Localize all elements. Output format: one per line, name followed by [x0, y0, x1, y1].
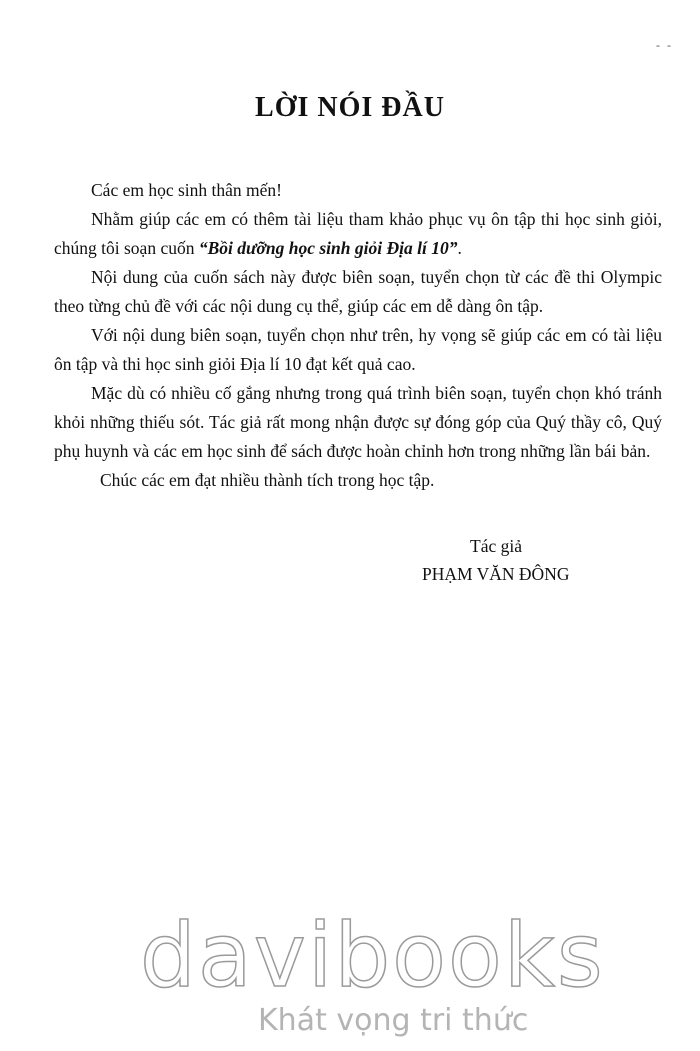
content-paragraph: Nội dung của cuốn sách này được biên soạn, tuyển chọn từ các đề thi Olympic theo từng chủ đề với các nội dung cụ thể, giúp các em dễ dàng ôn tập.	[54, 267, 662, 316]
wishes-paragraph: Chúc các em đạt nhiều thành tích trong học tập.	[100, 470, 435, 490]
purpose-end: .	[457, 238, 462, 258]
preface-body	[54, 176, 662, 495]
watermark-brand: davibooks	[140, 904, 605, 1007]
author-name: PHẠM VĂN ĐÔNG	[422, 564, 570, 584]
book-title: “Bồi dưỡng học sinh giỏi Địa lí 10”	[198, 238, 458, 258]
corner-mark: - -	[656, 38, 673, 52]
author-role: Tác giả	[470, 536, 522, 556]
signature-block	[422, 532, 569, 588]
purpose-paragraph	[54, 205, 662, 263]
watermark-slogan: Khát vọng tri thức	[258, 1003, 529, 1038]
hope-paragraph: Với nội dung biên soạn, tuyển chọn như trên, hy vọng sẽ giúp các em có tài liệu ôn tập và thi học sinh giỏi Địa lí 10 đạt kết quả cao.	[54, 325, 662, 374]
greeting-paragraph: Các em học sinh thân mến!	[91, 180, 282, 200]
feedback-paragraph: Mặc dù có nhiều cố gắng nhưng trong quá trình biên soạn, tuyển chọn khó tránh khỏi những thiếu sót. Tác giả rất mong nhận được sự đóng góp của Quý thầy cô, Quý phụ huynh và các em học sinh để sách được hoàn chỉnh hơn trong những lần bái bản.	[54, 383, 662, 461]
page-title: LỜI NÓI ĐẦU	[255, 92, 445, 123]
purpose-text: Nhằm giúp các em có thêm tài liệu tham khảo phục vụ ôn tập thi học sinh giỏi, chúng tôi soạn cuốn	[54, 209, 662, 258]
